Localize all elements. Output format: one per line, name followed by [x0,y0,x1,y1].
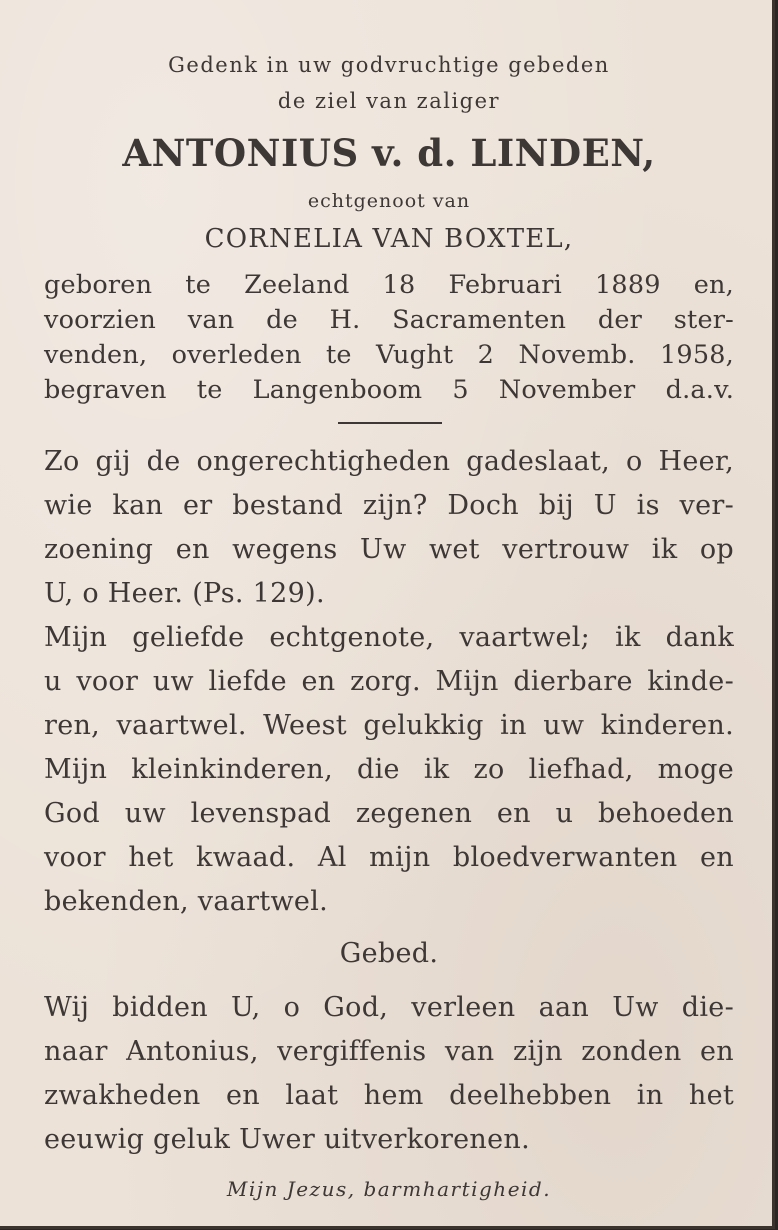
bio-line: begraven te Langenboom 5 November d.a.v. [44,375,734,405]
prayer-line: zwakheden en laat hem deelhebben in het [44,1080,734,1111]
bio-line: venden, overleden te Vught 2 Novemb. 1958, [44,340,734,370]
verse-line: Mijn geliefde echtgenote, vaartwel; ik dank [44,622,734,653]
spouse-intro: echtgenoot van [307,190,471,212]
verse-line: u voor uw liefde en zorg. Mijn dierbare kinde- [44,666,734,697]
verse-line: zoening en wegens Uw wet vertrouw ik op [44,534,734,565]
verse-line: God uw levenspad zegenen en u behoeden [44,798,734,829]
prayer-title: Gebed. [339,938,439,969]
deceased-name: ANTONIUS v. d. LINDEN, [122,131,656,175]
verse-line: bekenden, vaartwel. [44,886,329,917]
prayer-line: Wij bidden U, o God, verleen aan Uw die- [44,992,734,1023]
prayer-line: naar Antonius, vergiffenis van zijn zonden en [44,1036,734,1067]
verse-line: Mijn kleinkinderen, die ik zo liefhad, moge [44,754,734,785]
bio-line: voorzien van de H. Sacramenten der ster- [44,305,734,335]
footer-motto: Mijn Jezus, barmhartigheid. [226,1177,552,1201]
verse-line: wie kan er bestand zijn? Doch bij U is ver- [44,490,734,521]
verse-line: Zo gij de ongerechtigheden gadeslaat, o Heer, [44,446,734,477]
bio-line: geboren te Zeeland 18 Februari 1889 en, [44,270,734,300]
spouse-name: CORNELIA VAN BOXTEL, [204,224,574,254]
prayer-line: eeuwig geluk Uwer uitverkorenen. [44,1124,530,1155]
verse-line: U, o Heer. (Ps. 129). [44,578,325,609]
verse-line: voor het kwaad. Al mijn bloedverwanten en [44,842,734,873]
divider [338,422,442,424]
verse-line: ren, vaartwel. Weest gelukkig in uw kinderen. [44,710,734,741]
header-line-1: Gedenk in uw godvruchtige gebeden [168,53,610,77]
header-line-2: de ziel van zaliger [277,89,501,113]
